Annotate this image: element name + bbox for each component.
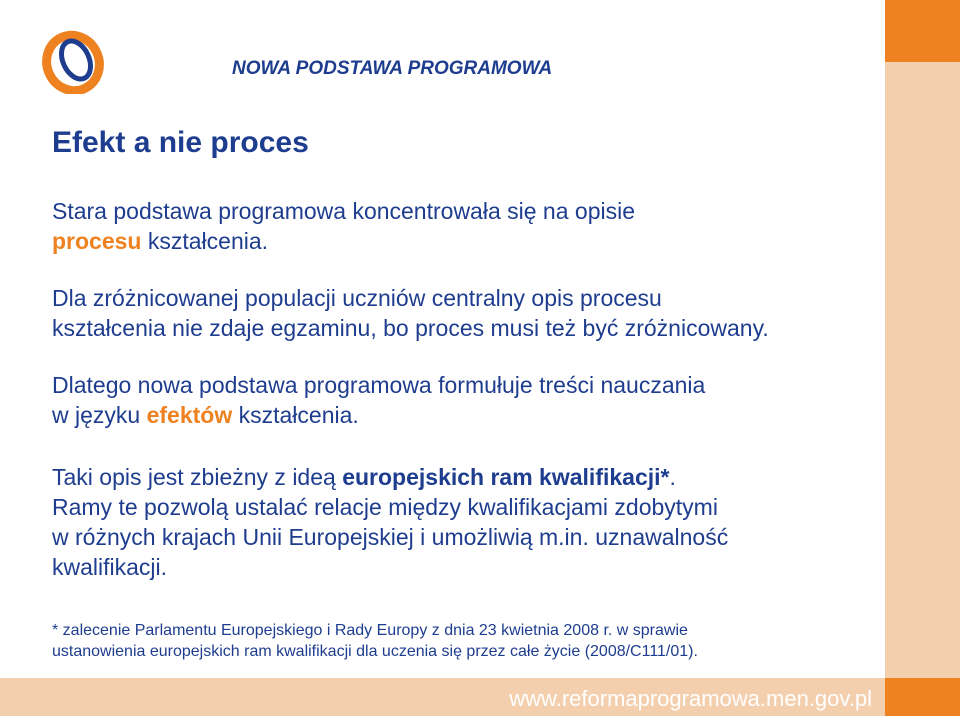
slide-title: Efekt a nie proces (52, 126, 309, 159)
p3-line1: Dlatego nowa podstawa programowa formułuje treści nauczania (52, 372, 706, 398)
bottom-bar-accent (885, 678, 960, 716)
p1-highlight-procesu: procesu (52, 228, 142, 254)
footnote (52, 620, 698, 662)
p4-line4: kwalifikacji. (52, 554, 168, 580)
footer-url[interactable]: www.reformaprogramowa.men.gov.pl (509, 686, 872, 711)
p4-line1-pre: Taki opis jest zbieżny z ideą (52, 464, 343, 490)
logo-icon (40, 30, 110, 94)
p4-line3: w różnych krajach Unii Europejskiej i umożliwią m.in. uznawalność (52, 524, 729, 550)
right-decorative-bar (885, 0, 960, 716)
p3-highlight-efektow: efektów (146, 402, 233, 428)
right-bar-accent (885, 0, 960, 62)
footnote-line2: ustanowienia europejskich ram kwalifikacji dla uczenia się przez całe życie (2008/C111/01). (52, 643, 698, 660)
paragraph-old-curriculum (52, 196, 635, 256)
p1-line2-rest: kształcenia. (141, 228, 269, 254)
footnote-line1: * zalecenie Parlamentu Europejskiego i Rady Europy z dnia 23 kwietnia 2008 r. w sprawie (52, 622, 688, 639)
paragraph-new-curriculum (52, 370, 705, 430)
header-title: NOWA PODSTAWA PROGRAMOWA (232, 58, 553, 79)
p4-line1-post: . (669, 464, 676, 490)
p4-line1-strong: europejskich ram kwalifikacji* (342, 464, 670, 490)
paragraph-eqf (52, 462, 728, 582)
p3-line2-post: kształcenia. (232, 402, 359, 428)
p2-line2: kształcenia nie zdaje egzaminu, bo proces musi też być zróżnicowany. (52, 315, 769, 341)
p1-line1: Stara podstawa programowa koncentrowała się na opisie (52, 198, 635, 224)
paragraph-diverse-population (52, 283, 769, 343)
p2-line1: Dla zróżnicowanej populacji uczniów centralny opis procesu (52, 285, 662, 311)
p3-line2-pre: w języku (52, 402, 147, 428)
p4-line2: Ramy te pozwolą ustalać relacje między kwalifikacjami zdobytymi (52, 494, 718, 520)
